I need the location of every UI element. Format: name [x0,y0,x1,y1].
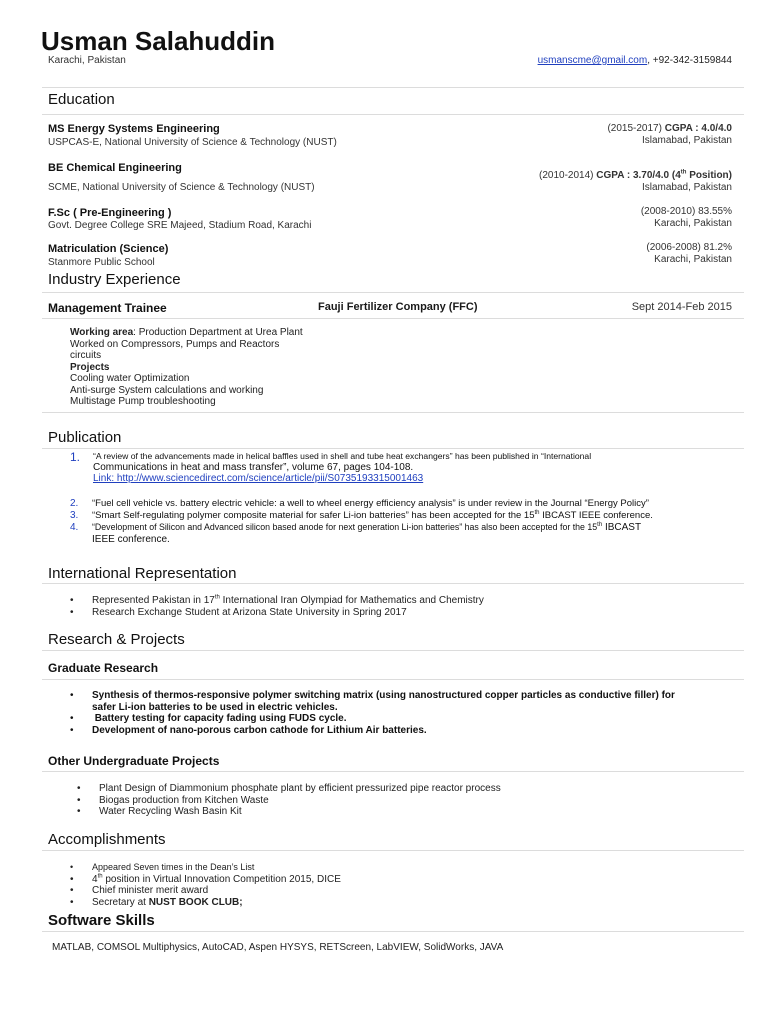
section-publication-title: Publication [48,429,122,446]
email-link[interactable]: usmanscme@gmail.com [537,55,648,66]
list-item: • Development of nano-porous carbon cathode for Lithium Air batteries. [70,724,427,736]
project-item: Cooling water Optimization [70,373,190,384]
list-item: safer Li-ion batteries to be used in electric vehicles. [92,701,338,713]
job-title: Management Trainee [48,301,167,315]
divider [42,412,744,413]
divider [42,850,744,851]
edu-ms-meta: (2015-2017) CGPA : 4.0/4.0 Islamabad, Pakistan [607,123,732,146]
experience-line: circuits [70,350,102,361]
section-education-title: Education [48,91,115,108]
candidate-name: Usman Salahuddin [41,26,276,56]
degree-matric: Matriculation (Science) [48,243,169,255]
divider [42,318,744,319]
project-item: Multistage Pump troubleshooting [70,396,216,407]
divider [42,448,744,449]
pub-link[interactable]: Link: http://www.sciencedirect.com/science/article/pii/S0735193315001463 [93,473,424,484]
accomplishments-list [70,862,341,908]
job-dates: Sept 2014-Feb 2015 [631,301,732,313]
pub-number: 2. [70,498,79,509]
degree-ms: MS Energy Systems Engineering [48,123,220,135]
pub-item-1: “A review of the advancements made in helical baffles used in shell and tube heat exchangers” has been published in “International Communications in heat and mass transfer”, volume 67, pages 104-108. Link: http://www.sciencedirect.com/science/article/pii/S0735193315001463 [93,451,592,484]
project-item: Anti-surge System calculations and working [70,384,264,396]
section-experience-title: Industry Experience [48,271,181,288]
contact-line [538,55,732,66]
pub-item-4: “Development of Silicon and Advanced silicon based anode for next generation Li-ion batteries” has also been accepted for the 15th IBCAST IEEE conference. [92,522,642,545]
list-item: • Chief minister merit award [70,885,209,896]
projects-label: Projects [70,361,110,373]
school-be: SCME, National University of Science & Technology (NUST) [48,182,315,193]
section-research-title: Research & Projects [48,631,185,648]
edu-matric-meta: (2006-2008) 81.2% Karachi, Pakistan [646,242,732,265]
experience-details [70,327,303,408]
edu-fsc-meta: (2008-2010) 83.55% Karachi, Pakistan [640,206,732,229]
pub-item-3: “Smart Self-regulating polymer composite material for safer Li-ion batteries” has been accepted for the 15th IBCAST IEEE conference. [92,509,653,521]
graduate-research-list [70,690,675,736]
graduate-research-title: Graduate Research [48,661,159,675]
divider [42,931,744,932]
company-name: Fauji Fertilizer Company (FFC) [318,301,478,313]
phone: , +92-342-3159844 [647,55,732,66]
representation-list [70,595,484,618]
pub-number: 1. [70,450,81,464]
divider [42,87,744,88]
school-matric: Stanmore Public School [48,257,155,268]
section-representation-title: International Representation [48,565,237,582]
divider [42,583,744,584]
degree-be: BE Chemical Engineering [48,162,182,174]
list-item: • Biogas production from Kitchen Waste [77,794,269,806]
list-item: • Appeared Seven times in the Dean’s List [70,862,255,872]
pub-number: 4. [70,522,79,533]
edu-be-meta: (2010-2014) CGPA : 3.70/4.0 (4th Position) Islamabad, Pakistan [539,169,732,193]
school-ms: USPCAS-E, National University of Science & Technology (NUST) [48,137,337,148]
list-item: • 4th position in Virtual Innovation Competition 2015, DICE [70,873,341,885]
section-accomplishments-title: Accomplishments [48,831,166,848]
location: Karachi, Pakistan [48,55,126,66]
experience-line: Worked on Compressors, Pumps and Reactors [70,338,280,350]
list-item: • Secretary at NUST BOOK CLUB; [70,896,243,908]
list-item: • Research Exchange Student at Arizona State University in Spring 2017 [70,606,407,618]
divider [42,679,744,680]
list-item: • Represented Pakistan in 17th International Iran Olympiad for Mathematics and Chemistry [70,594,484,606]
divider [42,292,744,293]
degree-fsc: F.Sc ( Pre-Engineering ) [48,207,172,219]
working-area: Working area: Production Department at Urea Plant [70,327,303,338]
section-software-title: Software Skills [48,912,155,929]
list-item: • Battery testing for capacity fading using FUDS cycle. [70,713,347,724]
divider [42,114,744,115]
list-item: • Plant Design of Diammonium phosphate plant by efficient pressurized pipe reactor process [77,783,501,794]
software-list: MATLAB, COMSOL Multiphysics, AutoCAD, Aspen HYSYS, RETScreen, LabVIEW, SolidWorks, JAVA [52,942,504,953]
divider [42,650,744,651]
school-fsc: Govt. Degree College SRE Majeed, Stadium Road, Karachi [48,220,312,231]
divider [42,771,744,772]
pub-item-2: “Fuel cell vehicle vs. battery electric vehicle: a well to wheel energy efficiency analysis” is under review in the Journal “Energy Policy” [92,498,649,509]
pub-number: 3. [70,510,79,521]
list-item: • Water Recycling Wash Basin Kit [77,806,242,817]
undergrad-projects-title: Other Undergraduate Projects [48,754,220,768]
undergrad-projects-list [77,783,501,818]
list-item: • Synthesis of thermos-responsive polymer switching matrix (using nanostructured copper particles as conductive filler) for [70,690,675,701]
